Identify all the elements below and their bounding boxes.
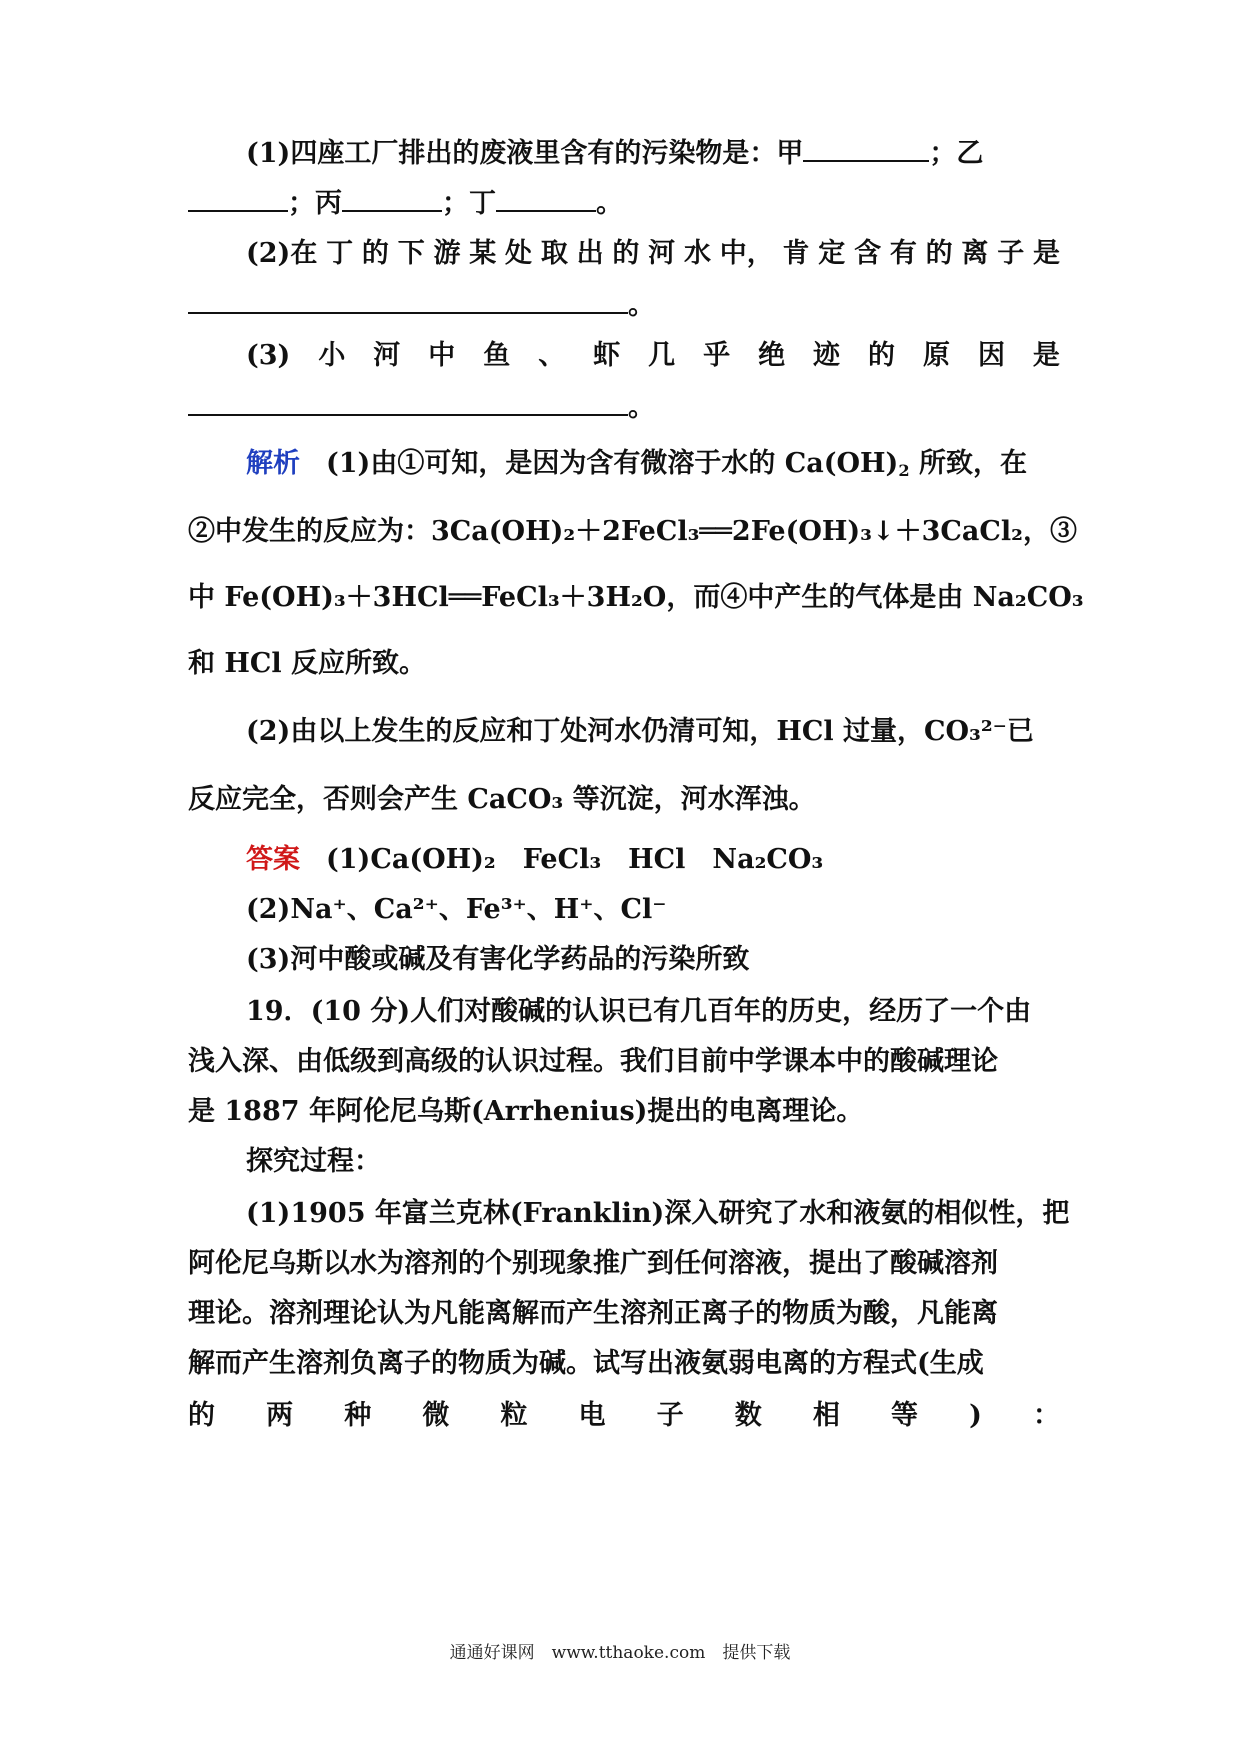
q2-char: 子 (997, 238, 1025, 269)
q3-char: 是 (1032, 340, 1060, 371)
q3-char: 的 (868, 340, 895, 371)
q19-char: 相 (812, 1400, 840, 1431)
q3-end: 。 (628, 392, 655, 423)
q2-line1 (188, 234, 1060, 274)
q19-char: 的 (188, 1400, 215, 1431)
analysis-line2: ②中发生的反应为：3Ca(OH)₂＋2FeCl₃══2Fe(OH)₃↓＋3CaCl₂，③ (188, 516, 1077, 547)
q2-char: 含 (854, 238, 882, 269)
q19-line5: (1)1905 年富兰克林(Franklin)深入研究了水和液氨的相似性，把 (246, 1198, 1070, 1229)
q3-char: (3) (246, 340, 291, 371)
q2-char: 出 (576, 238, 604, 269)
q3-line2 (188, 388, 1060, 428)
q3-char: 小 (318, 340, 346, 371)
q1-end: 。 (596, 188, 623, 219)
q1-sep: ；乙 (929, 138, 984, 169)
q3-char: 因 (977, 340, 1005, 371)
q2-char: 肯 (782, 238, 810, 269)
q3-char: 绝 (758, 340, 786, 371)
q19-char: 微 (422, 1400, 450, 1431)
answer-line3: (3)河中酸或碱及有害化学药品的污染所致 (246, 944, 750, 975)
q1-sep-ding: ；丁 (442, 188, 496, 219)
q3-char: 原 (922, 340, 950, 371)
q2-char: 的 (612, 238, 640, 269)
q2-char: 处 (505, 238, 533, 269)
q2-line2 (188, 286, 1060, 326)
q3-char: 几 (648, 340, 676, 371)
q2-char: 丁 (326, 238, 354, 269)
q2-end: 。 (628, 290, 655, 321)
q2-char: (2)在 (246, 238, 318, 269)
q3-char: 河 (373, 340, 401, 371)
q2-char: 河 (648, 238, 676, 269)
q19-line2: 浅入深、由低级到高级的认识过程。我们目前中学课本中的酸碱理论 (188, 1046, 998, 1077)
q3-char: 乎 (703, 340, 731, 371)
answer-a1: (1)Ca(OH)₂ FeCl₃ HCl Na₂CO₃ (326, 844, 824, 875)
q19-line4: 探究过程： (246, 1146, 381, 1177)
answer-label: 答案 (246, 844, 300, 875)
answer-line1 (188, 840, 1118, 880)
q19-line9 (188, 1396, 1060, 1436)
q19-char: ： (1032, 1400, 1060, 1431)
analysis-p1b: 所致，在 (909, 448, 1027, 479)
q19-char: 电 (578, 1400, 606, 1431)
analysis-line4: 和 HCl 反应所致。 (188, 648, 427, 679)
blank-jia[interactable] (803, 134, 929, 162)
q19-char: 子 (656, 1400, 684, 1431)
page-footer: 通通好课网 www.tthaoke.com 提供下载 (449, 1643, 791, 1663)
answer-line2: (2)Na⁺、Ca²⁺、Fe³⁺、H⁺、Cl⁻ (246, 894, 667, 925)
q2-char: 某 (469, 238, 497, 269)
q19-char: ) (969, 1400, 982, 1431)
q3-char: 虾 (593, 340, 621, 371)
q19-line3: 是 1887 年阿伦尼乌斯(Arrhenius)提出的电离理论。 (188, 1096, 864, 1127)
q19-char: 两 (266, 1400, 294, 1431)
q2-char: 的 (925, 238, 953, 269)
q19-line6: 阿伦尼乌斯以水为溶剂的个别现象推广到任何溶液，提出了酸碱溶剂 (188, 1248, 998, 1279)
analysis-line1 (188, 444, 1118, 491)
q2-char: 下 (397, 238, 425, 269)
blank-ding[interactable] (496, 184, 596, 212)
q3-char: 迹 (813, 340, 841, 371)
q1-line2 (188, 184, 1060, 224)
q19-char: 粒 (500, 1400, 528, 1431)
q2-char: 的 (361, 238, 389, 269)
q2-char: 取 (540, 238, 568, 269)
q2-char: 中， (719, 238, 774, 269)
q19-line8: 解而产生溶剂负离子的物质为碱。试写出液氨弱电离的方程式(生成 (188, 1348, 984, 1379)
analysis-label: 解析 (246, 448, 300, 479)
analysis-p1-sub: 2 (898, 461, 910, 481)
blank-q2[interactable] (188, 286, 628, 314)
q1-line1 (188, 134, 1118, 174)
q19-char: 等 (890, 1400, 918, 1431)
blank-bing[interactable] (342, 184, 442, 212)
q2-char: 有 (889, 238, 917, 269)
q3-char: 中 (428, 340, 456, 371)
q19-char: 数 (734, 1400, 762, 1431)
q2-char: 定 (818, 238, 846, 269)
q19-char: 种 (344, 1400, 372, 1431)
q2-char: 游 (433, 238, 461, 269)
q3-char: 鱼 (483, 340, 511, 371)
q1-text: (1)四座工厂排出的废液里含有的污染物是：甲 (246, 138, 804, 169)
analysis-p1a: (1)由①可知，是因为含有微溶于水的 Ca(OH) (326, 448, 899, 479)
blank-q3[interactable] (188, 388, 628, 416)
blank-yi[interactable] (188, 184, 288, 212)
analysis-line5: (2)由以上发生的反应和丁处河水仍清可知，HCl 过量，CO₃²⁻已 (246, 716, 1034, 747)
analysis-line6: 反应完全，否则会产生 CaCO₃ 等沉淀，河水浑浊。 (188, 784, 816, 815)
q3-line1 (188, 336, 1060, 376)
q1-sep-bing: ；丙 (288, 188, 342, 219)
q2-char: 水 (683, 238, 711, 269)
q2-char: 是 (1032, 238, 1060, 269)
q3-char: 、 (538, 340, 566, 371)
q19-line1: 19．(10 分)人们对酸碱的认识已有几百年的历史，经历了一个由 (246, 996, 1032, 1027)
analysis-line3: 中 Fe(OH)₃＋3HCl══FeCl₃＋3H₂O，而④中产生的气体是由 Na₂CO₃ (188, 582, 1084, 613)
q19-line7: 理论。溶剂理论认为凡能离解而产生溶剂正离子的物质为酸，凡能离 (188, 1298, 998, 1329)
q2-char: 离 (961, 238, 989, 269)
